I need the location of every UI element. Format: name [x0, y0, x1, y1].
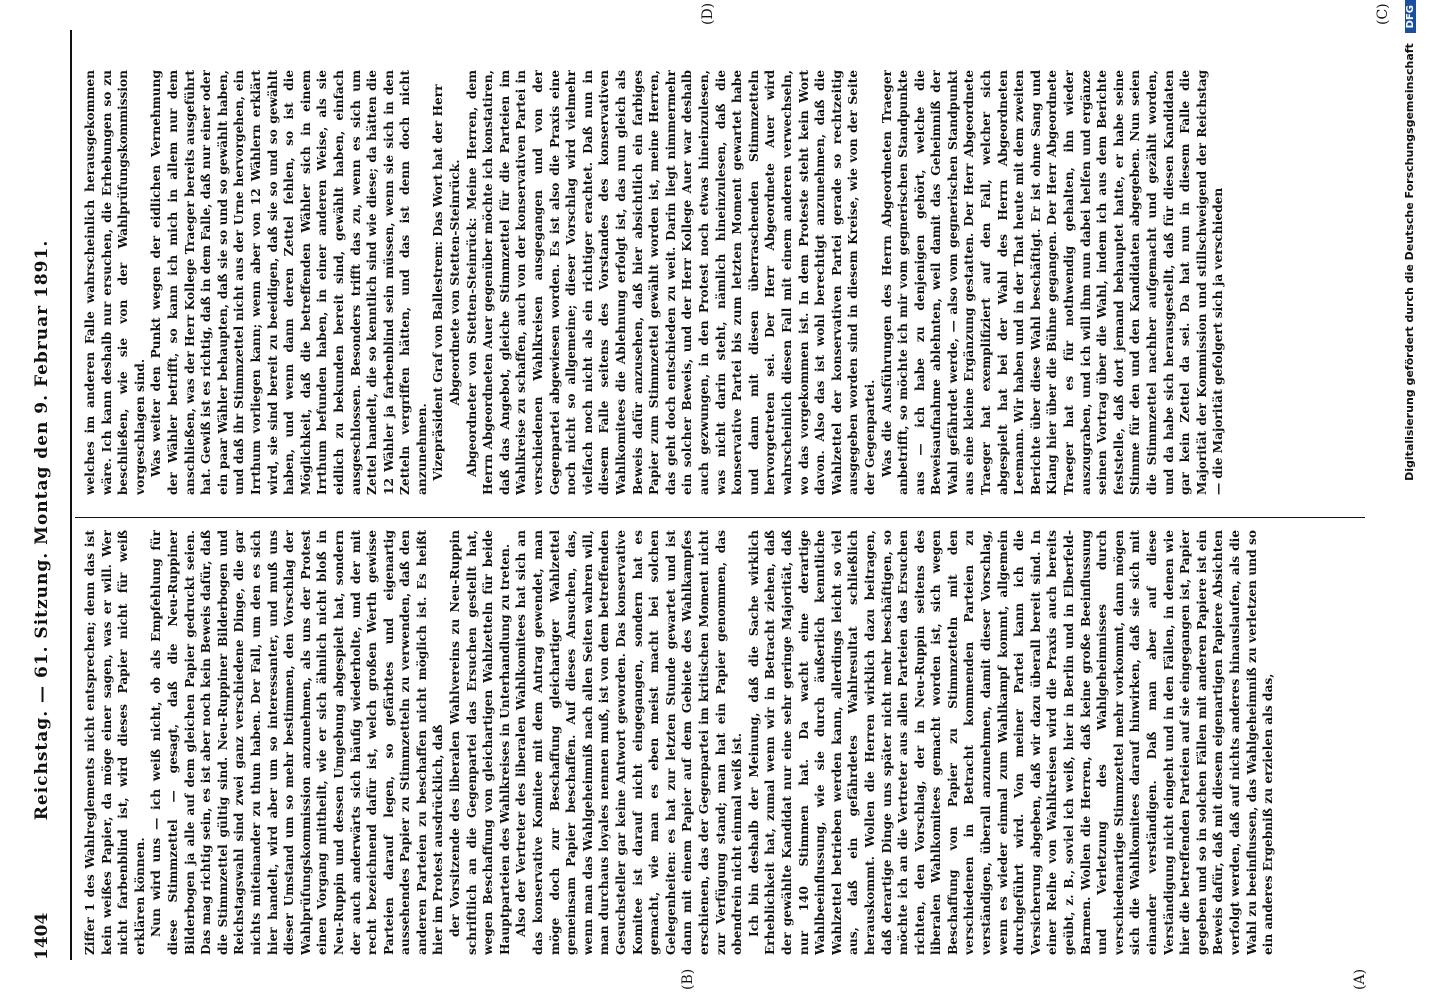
credit-text: Digitalisierung gefördert durch die Deutsche Forschungsgemeinschaft	[1403, 43, 1416, 481]
paragraph: Was weiter den Punkt wegen der eidlichen Vernehmung der Wähler betrifft, so kann ich mich in allem nur dem anschließen, was der Herr Kollege Traeger bereits ausgeführt hat. Gewiß ist es richtig, daß in dem Falle, daß nur einer oder ein paar Wähler behaupten, daß sie so und so gewählt haben, und daß ihr Stimmzettel nicht aus der Urne hervorgehen, ein Irrthum vorliegen kann; wenn aber von 12 Wählern erklärt wird, sie sind bereit zu beeidigen, daß sie so und so gewählt haben, und wenn dann deren Zettel fehlen, so ist die Möglichkeit, daß die betreffenden Wähler sich in einem Irrthum befunden haben, in einer anderen Weise, als sie eidlich zu bekunden bereit sind, gewählt haben, einfach ausgeschlossen. Besonders trifft das zu, wenn es sich um Zettel handelt, die so kenntlich sind wie diese; da hätten die 12 Wähler ja farbenblind sein müssen, wenn sie sich in den Zetteln vergriffen hätten, und das ist denn doch nicht anzunehmen.	[149, 70, 429, 495]
header-rule	[70, 30, 72, 960]
paragraph: Nun wird uns — ich weiß nicht, ob als Empfehlung für diese Stimmzettel — gesagt, daß die Neu-Ruppiner Bilderbogen ja alle auf dem gleichen Papier gedruckt seien. Das mag richtig sein, es ist aber noch kein Beweis dafür, daß die Stimmzettel gültig sind. Neu-Ruppiner Bilderbogen und Reichstagswahl sind zwei ganz verschiedene Dinge, die gar nichts miteinander zu thun haben. Der Fall, um den es sich hier handelt, wird aber um so interessanter, und muß uns dieser Umstand um so mehr bestimmen, den Vorschlag der Wahlprüfungskommission anzunehmen, als uns der Protest einen Vorgang mittheilt, wie er sich ähnlich nicht bloß in Neu-Ruppin und dessen Umgebung abgespielt hat, sondern der auch anderwärts sich häufig wiederholte, und der mit recht bezeichnend dafür ist, welch großen Werth gewisse Parteien darauf legen, so gefärbtes und eigenartig aussehendes Papier zu Stimmzetteln zu verwenden, daß den anderen Parteien zu beschaffen nicht möglich ist. Es heißt hier im Protest ausdrücklich, daß	[149, 530, 446, 955]
page-title: Reichstag. — 61. Sitzung. Montag den 9. Februar 1891.	[32, 239, 52, 821]
text-column-left	[82, 530, 1357, 955]
margin-marker-b: (B)	[680, 968, 696, 990]
paragraph: welches im anderen Falle wahrscheinlich herausgekommen wäre. Ich kann deshalb nur ersuchen, die Erhebungen so zu beschließen, wie sie von der Wahlprüfungskommission vorgeschlagen sind.	[83, 70, 147, 495]
margin-marker-d: (D)	[700, 2, 716, 25]
margin-marker-c: (C)	[1375, 3, 1391, 25]
paragraph: Ziffer 1 des Wahlreglements nicht entsprechen; denn das ist kein weißes Papier, da möge einer sagen, was er will. Wer nicht farbenblind ist, wird dieses Papier nicht für weiß erklären können.	[83, 530, 147, 955]
paragraph: der Vorsitzende des liberalen Wahlvereins zu Neu-Ruppin schriftlich an die Gegenpartei das Ersuchen gestellt hat, wegen Beschaffung von gleichartigen Wahlzetteln für beide Hauptparteien des Wahlkreises in Unterhandlung zu treten.	[448, 530, 512, 955]
digitization-credit	[1403, 0, 1416, 481]
paragraph: Also der Vertreter des liberalen Wahlkomitees hat sich an das konservative Komitee mit dem Antrag gewendet, man möge doch zur Beschaffung gleichartiger Wahlzettel gemeinsam Papier beschaffen. Auf dieses Ansuchen, das, wenn man das Wahlgeheimniß nach allen Seiten wahren will, man durchaus loyales nennen muß, ist von dem betreffenden Gesuchsteller gar keine Antwort geworden. Das konservative Komitee ist darauf nicht eingegangen, sondern hat es gemacht, wie man es eben meist macht bei solchen Gelegenheiten: es hat zur letzten Stunde gewartet und ist dann mit einem Papier auf dem Gebiete des Wahlkampfes erschienen, das der Gegenpartei im kritischen Moment nicht zur Verfügung stand; man hat ein Papier genommen, das obendrein nicht einmal weiß ist.	[514, 530, 745, 955]
dfg-logo: DFG	[1405, 0, 1416, 33]
margin-marker-a: (A)	[1352, 968, 1368, 990]
column-divider	[75, 517, 1365, 518]
paragraph: Vizepräsident Graf von Ballestrem: Das Wort hat der Herr Abgeordnete von Stetten-Steinrück.	[431, 84, 463, 481]
paragraph: Abgeordneter von Stetten-Steinrück: Meine Herren, dem Herrn Abgeordneten Auer gegenüber möchte ich konstatiren, daß das Angebot, gleiche Stimmzettel für die Parteien im Wahlkreise zu schaffen, auch von der konservativen Partei in verschiedenen Wahlkreisen ausgegangen und von der Gegenpartei abgewiesen worden. Es ist also die Praxis eine noch nicht so allgemeine; dieser Vorschlag wird vielmehr vielfach noch nicht als ein richtiger erachtet. Daß nun in diesem Falle seitens des Vorstandes des konservativen Wahlkomitees die Ablehnung erfolgt ist, das nun gleich als Beweis dafür anzusehen, daß hier absichtlich ein farbiges Papier zum Stimmzettel gewählt worden ist, meine Herren, das geht doch entschieden zu weit. Darin liegt nimmermehr ein solcher Beweis, und der Herr Kollege Auer war deshalb auch gezwungen, in den Protest noch etwas hineinzulesen, was nicht darin steht, nämlich hineinzulesen, daß die konservative Partei bis zum letzten Moment gewartet habe und dann mit diesen überraschenden Stimmzetteln hervorgetreten sei. Der Herr Abgeordnete Auer wird wahrscheinlich diesen Fall mit einem anderen verwechseln, wo das vorgekommen ist. In dem Proteste steht kein Wort davon. Also das ist wohl berechtigt anzunehmen, daß die Wahlzettel der konservativen Partei gerade so rechtzeitig ausgegeben worden sind in diesem Kreise, wie von der Seite der Gegenpartei.	[464, 70, 877, 495]
page-header	[22, 30, 66, 960]
page-number: 1404	[32, 912, 52, 960]
text-column-right	[82, 70, 1357, 495]
paragraph: Was die Ausführungen des Herrn Abgeordneten Traeger anbetrifft, so möchte ich mir vom gegnerischen Standpunkte aus — ich habe zu denjenigen gehört, welche die Beweisaufnahme ablehnten, weil damit das Geheimniß der Wahl gefährdet werde, — also vom gegnerischen Standpunkt aus eine kleine Ergänzung gestatten. Der Herr Abgeordnete Traeger hat exemplifiziert auf den Fall, welcher sich abgespielt hat bei der Wahl des Herrn Abgeordneten Leemann. Wir haben und in der That heute mit dem zweiten Berichte über diese Wahl beschäftigt. Er ist ohne Sang und Klang hier über die Bühne gegangen. Der Herr Abgeordnete Traeger hat es für nothwendig gehalten, ihn wieder auszugraben, und ich will ihm nun dabei helfen und ergänze seinen Vortrag über die Wahl, indem ich aus dem Berichte feststelle, daß dort jemand behauptet hatte, er habe seine Stimme für den und den Kandidaten abgegeben. Nun seien die Stimmzettel nachher aufgemacht und gezählt worden, und da habe sich herausgestellt, daß für diesen Kandidaten gar kein Zettel da sei. Da hat nun in diesem Falle die Majorität der Kommission und stillschweigend der Reichstag — die Majorität gefolgert sich ja verschieden	[879, 70, 1226, 495]
paragraph: Ich bin deshalb der Meinung, daß die Sache wirklich Erheblichkeit hat, zumal wenn wir in Betracht ziehen, daß der gewählte Kandidat nur eine sehr geringe Majorität, daß nur 140 Stimmen hat. Da wacht eine derartige Wahlbeeinflussung, wie sie durch äußerlich kenntliche Wahlzettel betrieben werden kann, allerdings leicht so viel aus, daß ein gefährdetes Wahlresultat schließlich herauskommt. Wollen die Herren wirklich dazu beitragen, daß derartige Dinge uns später nicht mehr beschäftigen, so möchte ich an die Vertreter aus allen Parteien das Ersuchen richten, den Vorschlag, der in Neu-Ruppin seitens des liberalen Wahlkomitees gemacht worden ist, sich wegen Beschaffung von Papier zu Stimmzetteln mit den verschiedenen in Betracht kommenden Parteien zu verständigen, überall anzunehmen, damit dieser Vorschlag, wenn es wieder einmal zum Wahlkampf kommt, allgemein durchgeführt wird. Von meiner Partei kann ich die Versicherung abgeben, daß wir dazu überall bereit sind. In einer Reihe von Wahlkreisen wird die Praxis auch bereits geübt, z. B., soviel ich weiß, hier in Berlin und in Elberfeld-Barmen. Wollen die Herren, daß keine große Beeinflussung und Verletzung des Wahlgeheimnisses durch verschiedenartige Stimmzettel mehr vorkommt, dann mögen sich die Wahlkomitees darauf hinwirken, daß sie sich mit einander verständigen. Daß man aber auf diese Verständigung nicht eingeht und in den Fällen, in denen wie hier die betreffenden Parteien auf sie eingegangen ist, Papier gegeben und so in solchen Fällen mit anderen Papiere ist ein Beweis dafür, daß mit diesem eigenartigen Papiere Absichten verfolgt werden, daß auf nichts anderes hinauslaufen, als die Wahl zu beeinflussen, das Wahlgeheimniß zu verletzen und so ein anderes Ergebniß zu erzielen als das,	[746, 530, 1276, 955]
